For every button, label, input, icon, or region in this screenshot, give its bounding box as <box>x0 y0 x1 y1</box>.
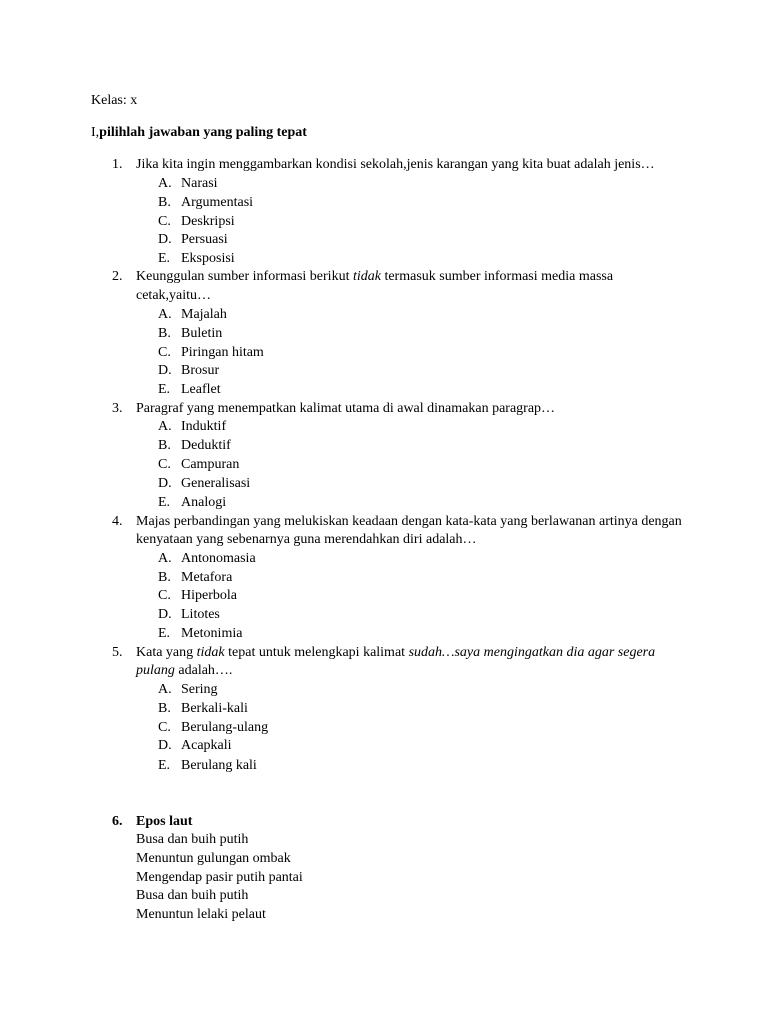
option-text: Metafora <box>181 569 233 585</box>
option-text: Persuasi <box>181 232 228 248</box>
question-text-emphasis: pulang <box>136 663 175 678</box>
option-text: Analogi <box>181 495 227 510</box>
option-text: Brosur <box>181 363 220 379</box>
option-letter: D. <box>158 738 172 753</box>
question-text-part: Keunggulan sumber informasi berikut <box>136 269 353 284</box>
option-letter: D. <box>158 232 172 248</box>
option-letter: C. <box>158 344 171 360</box>
question-text <box>136 268 613 287</box>
question-text-part: Kata yang <box>136 644 197 660</box>
question-number: 1. <box>112 157 123 172</box>
question-number: 6. <box>112 813 123 829</box>
question-number: 3. <box>112 400 123 416</box>
option-text: Antonomasia <box>181 551 256 566</box>
option-text: Generalisasi <box>181 476 251 491</box>
option-letter: C. <box>158 457 171 472</box>
option-text: Sering <box>181 682 218 697</box>
question-text-emphasis: tidak <box>352 269 381 284</box>
option-text: Eksposisi <box>181 251 235 267</box>
option-letter: E. <box>158 757 171 773</box>
option-text: Majalah <box>181 307 227 322</box>
section-title: pilihlah jawaban yang paling tepat <box>99 125 307 140</box>
option-letter: B. <box>158 569 171 585</box>
option-letter: C. <box>158 213 171 229</box>
option-letter: A. <box>158 682 172 697</box>
option-letter: A. <box>158 307 172 322</box>
question-text-continued: kenyataan yang sebenarnya guna merendahkan diri adalah… <box>136 532 477 547</box>
option-letter: D. <box>158 363 172 379</box>
option-letter: C. <box>158 719 171 735</box>
option-letter: C. <box>158 588 171 603</box>
question-text <box>136 644 655 663</box>
poem-line: Busa dan buih putih <box>136 888 249 903</box>
option-text: Berulang kali <box>181 757 257 773</box>
poem-line: Busa dan buih putih <box>136 832 249 847</box>
option-text: Narasi <box>181 176 218 191</box>
option-letter: A. <box>158 551 172 566</box>
section-prefix: I, <box>91 125 100 140</box>
option-letter: E. <box>158 626 171 641</box>
option-text: Piringan hitam <box>181 344 264 360</box>
question-text-part: tepat untuk melengkapi kalimat <box>224 644 409 660</box>
option-letter: A. <box>158 419 172 435</box>
option-text: Berulang-ulang <box>181 719 269 735</box>
section-heading <box>91 124 307 142</box>
poem-title: Epos laut <box>136 813 193 829</box>
option-letter: A. <box>158 176 172 191</box>
question-text-part: adalah…. <box>174 663 233 678</box>
question-number: 4. <box>112 513 123 529</box>
option-text: Induktif <box>181 419 227 435</box>
option-text: Argumentasi <box>181 194 254 210</box>
question-text-continued <box>136 662 232 681</box>
question-text-emphasis: tidak <box>196 644 225 660</box>
poem-line: Menuntun gulungan ombak <box>136 851 291 866</box>
question-text: Majas perbandingan yang melukiskan keadaan dengan kata-kata yang berlawanan artinya dengan <box>136 513 682 529</box>
option-letter: B. <box>158 194 171 210</box>
option-text: Deduktif <box>181 438 231 453</box>
class-label: Kelas: x <box>91 93 138 108</box>
option-letter: E. <box>158 382 171 397</box>
option-letter: D. <box>158 607 172 622</box>
question-text-continued: cetak,yaitu… <box>136 288 212 303</box>
option-text: Acapkali <box>181 738 232 753</box>
question-text-part: termasuk sumber informasi media massa <box>380 269 614 284</box>
option-letter: B. <box>158 326 171 341</box>
question-number: 2. <box>112 269 123 284</box>
question-text-emphasis: sudah…saya mengingatkan dia agar segera <box>408 644 656 660</box>
question-number: 5. <box>112 644 123 660</box>
option-text: Metonimia <box>181 626 243 641</box>
option-text: Leaflet <box>181 382 221 397</box>
option-text: Hiperbola <box>181 588 237 603</box>
option-letter: B. <box>158 700 171 716</box>
question-text: Jika kita ingin menggambarkan kondisi sekolah,jenis karangan yang kita buat adalah jenis… <box>136 157 655 172</box>
option-text: Deskripsi <box>181 213 235 229</box>
option-text: Berkali-kali <box>181 700 248 716</box>
option-letter: D. <box>158 476 172 491</box>
question-text: Paragraf yang menempatkan kalimat utama di awal dinamakan paragrap… <box>136 400 556 416</box>
option-text: Litotes <box>181 607 220 622</box>
option-letter: E. <box>158 251 171 267</box>
option-letter: E. <box>158 495 171 510</box>
poem-line: Mengendap pasir putih pantai <box>136 869 303 885</box>
option-letter: B. <box>158 438 171 453</box>
poem-line: Menuntun lelaki pelaut <box>136 907 266 922</box>
option-text: Buletin <box>181 326 223 341</box>
option-text: Campuran <box>181 457 240 472</box>
